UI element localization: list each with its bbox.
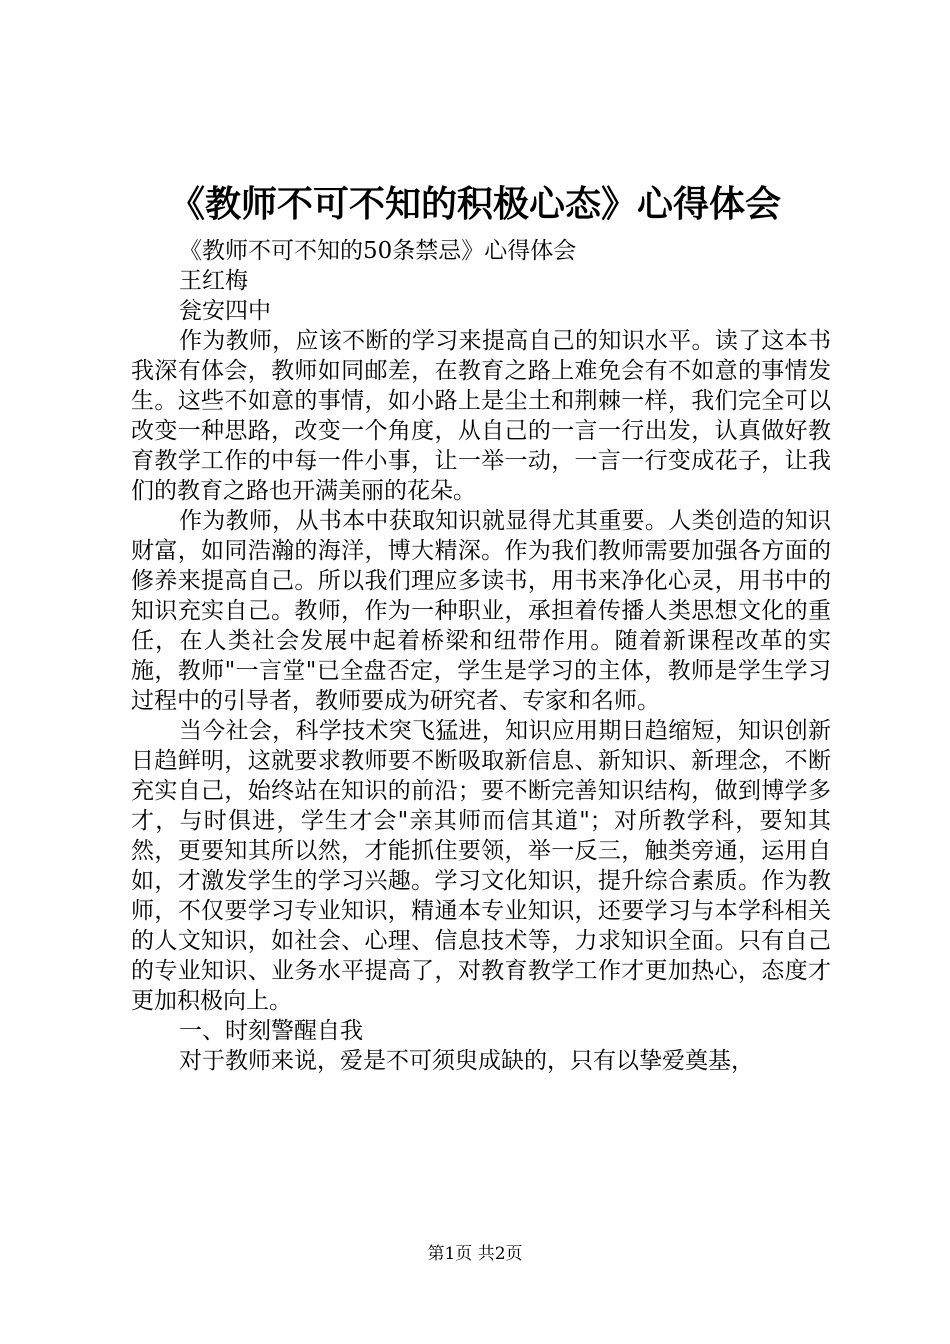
- author-line: 王红梅: [179, 268, 248, 294]
- body-paragraph: 作为教师，从书本中获取知识就显得尤其重要。人类创造的知识财富，如同浩瀚的海洋，博大精深。作为我们教师需要加强各方面的修养来提高自己。所以我们理应多读书，用书来净化心灵，用书中的知识充实自己。教师，作为一种职业，承担着传播人类思想文化的重任，在人类社会发展中起着桥梁和纽带作用。随着新课程改革的实施，教师"一言堂"已全盘否定，学生是学习的主体，教师是学生学习过程中的引导者，教师要成为研究者、专家和名师。: [131, 508, 831, 714]
- section-heading: 一、时刻警醒自我: [179, 1018, 363, 1044]
- page-footer: 第1页 共2页: [427, 1244, 523, 1264]
- body-paragraph: 对于教师来说，爱是不可须臾成缺的，只有以挚爱奠基，: [179, 1048, 754, 1074]
- document-body: [131, 236, 831, 1076]
- body-paragraph: 当今社会，科学技术突飞猛进，知识应用期日趋缩短，知识创新日趋鲜明，这就要求教师要不断吸取新信息、新知识、新理念，不断充实自己，始终站在知识的前沿；要不断完善知识结构，做到博学多才，与时俱进，学生才会"亲其师而信其道"；对所教学科，要知其然，更要知其所以然，才能抓住要领，举一反三，触类旁通，运用自如，才激发学生的学习兴趣。学习文化知识，提升综合素质。作为教师，不仅要学习专业知识，精通本专业知识，还要学习与本学科相关的人文知识，如社会、心理、信息技术等，力求知识全面。只有自己的专业知识、业务水平提高了，对教育教学工作才更加热心，态度才更加积极向上。: [131, 718, 831, 1014]
- subtitle-line: 《教师不可不知的50条禁忌》心得体会: [179, 238, 577, 264]
- body-paragraph: 作为教师，应该不断的学习来提高自己的知识水平。读了这本书我深有体会，教师如同邮差，在教育之路上难免会有不如意的事情发生。这些不如意的事情，如小路上是尘土和荆棘一样，我们完全可以改变一种思路，改变一个角度，从自己的一言一行出发，认真做好教育教学工作的中每一件小事，让一举一动，一言一行变成花子，让我们的教育之路也开满美丽的花朵。: [131, 328, 831, 504]
- school-line: 瓮安四中: [179, 298, 271, 324]
- document-title: 《教师不可不知的积极心态》心得体会: [168, 183, 781, 225]
